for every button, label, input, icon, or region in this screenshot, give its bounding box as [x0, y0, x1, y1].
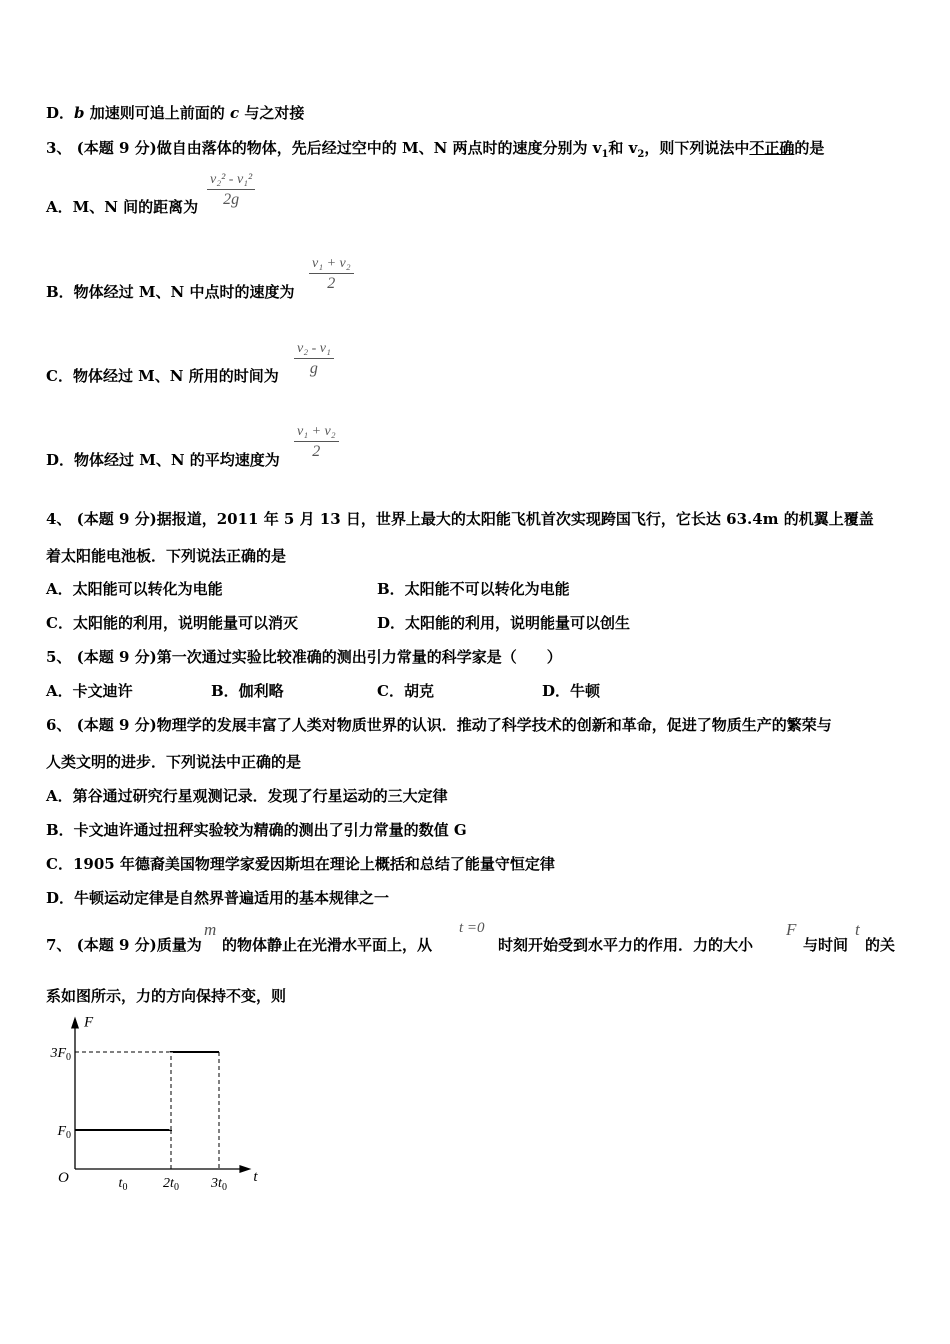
q4-option-b: B．太阳能不可以转化为电能 — [377, 580, 570, 598]
q3-option-d-formula: $\frac{\text{v₁ + v₂}}{2}$ — [294, 424, 339, 461]
q7-stem-part4: 与时间 — [803, 936, 849, 954]
q7-stem-line2: 系如图所示，力的方向保持不变，则 — [46, 987, 287, 1005]
q5-option-a: A．卡文迪许 — [46, 682, 133, 700]
q4-option-d: D．太阳能的利用，说明能量可以创生 — [377, 614, 631, 632]
q7-var-m: m — [204, 920, 217, 939]
q7-stem-part3: 时刻开始受到水平力的作用．力的大小 — [498, 936, 754, 954]
origin-label: O — [58, 1170, 69, 1186]
q5-option-b: B．伽利略 — [211, 682, 284, 700]
y-tick-3f0: $3F_0$ — [50, 1046, 71, 1063]
q4-stem-line2: 着太阳能电池板．下列说法正确的是 — [46, 547, 287, 565]
x-axis-arrow — [239, 1165, 251, 1173]
q3-option-d: D．物体经过 M、N 的平均速度为 — [46, 451, 280, 469]
q5-option-c: C．胡克 — [377, 682, 434, 700]
q6-option-d: D．牛顿运动定律是自然界普遍适用的基本规律之一 — [46, 889, 390, 907]
q3-option-b: B．物体经过 M、N 中点时的速度为 — [46, 283, 295, 301]
q3-option-c-formula: $\frac{\text{v₂ - v₁}}{g}$ — [294, 341, 334, 378]
q7-var-t0: t =0 — [459, 920, 485, 936]
q4-stem-line1: 4、 (本题 9 分)据报道，2011 年 5 月 13 日，世界上最大的太阳能飞机首次实现跨国飞行，它长达 63.4m 的机翼上覆盖 — [46, 510, 874, 528]
q5-stem: 5、 (本题 9 分)第一次通过实验比较准确的测出引力常量的科学家是（ ） — [46, 648, 562, 666]
q3-stem: 3、 (本题 9 分)做自由落体的物体，先后经过空中的 M、N 两点时的速度分别为 $v_1$和 $v_2$，则下列说法中不正确的是 — [46, 139, 825, 160]
q6-stem-line1: 6、 (本题 9 分)物理学的发展丰富了人类对物质世界的认识．推动了科学技术的创新和革命，促进了物质生产的繁荣与 — [46, 716, 832, 734]
q7-stem-part2: 的物体静止在光滑水平面上，从 — [222, 936, 433, 954]
q6-option-a: A．第谷通过研究行星观测记录．发现了行星运动的三大定律 — [46, 787, 448, 805]
q3-option-a-formula: $\frac{\text{v₂² - v₁²}}{2g}$ — [207, 172, 255, 209]
force-time-chart — [40, 1012, 260, 1192]
q3-option-c: C．物体经过 M、N 所用的时间为 — [46, 367, 279, 385]
x-tick-3t0: $3t_0$ — [211, 1176, 227, 1192]
q3-option-b-formula: $\frac{\text{v₁ + v₂}}{2}$ — [309, 256, 354, 293]
x-tick-t0: $t_0$ — [118, 1176, 128, 1192]
q4-option-a: A．太阳能可以转化为电能 — [46, 580, 223, 598]
q6-stem-line2: 人类文明的进步．下列说法中正确的是 — [46, 753, 302, 771]
q7-var-t: t — [855, 920, 860, 939]
q7-stem-part1: 7、 (本题 9 分)质量为 — [46, 936, 202, 954]
negation-underline: 不正确 — [749, 139, 795, 157]
y-axis-arrow — [71, 1017, 79, 1029]
x-axis-label: t — [253, 1169, 258, 1185]
q7-stem-part5: 的关 — [865, 936, 896, 954]
q6-option-c: C．1905 年德裔美国物理学家爱因斯坦在理论上概括和总结了能量守恒定律 — [46, 855, 555, 873]
force-series-line — [75, 1052, 219, 1130]
q5-option-d: D．牛顿 — [542, 682, 601, 700]
y-axis-label: F — [84, 1014, 94, 1031]
q2-option-d: D．b 加速则可追上前面的 c 与之对接 — [46, 104, 305, 122]
q6-option-b: B．卡文迪许通过扭秤实验较为精确的测出了引力常量的数值 G — [46, 821, 467, 839]
q4-option-c: C．太阳能的利用，说明能量可以消灭 — [46, 614, 298, 632]
x-tick-2t0: $2t_0$ — [163, 1176, 179, 1192]
q3-option-a: A．M、N 间的距离为 — [46, 198, 199, 216]
y-tick-f0: $F_0$ — [57, 1124, 71, 1141]
q7-var-f: F — [786, 920, 797, 939]
